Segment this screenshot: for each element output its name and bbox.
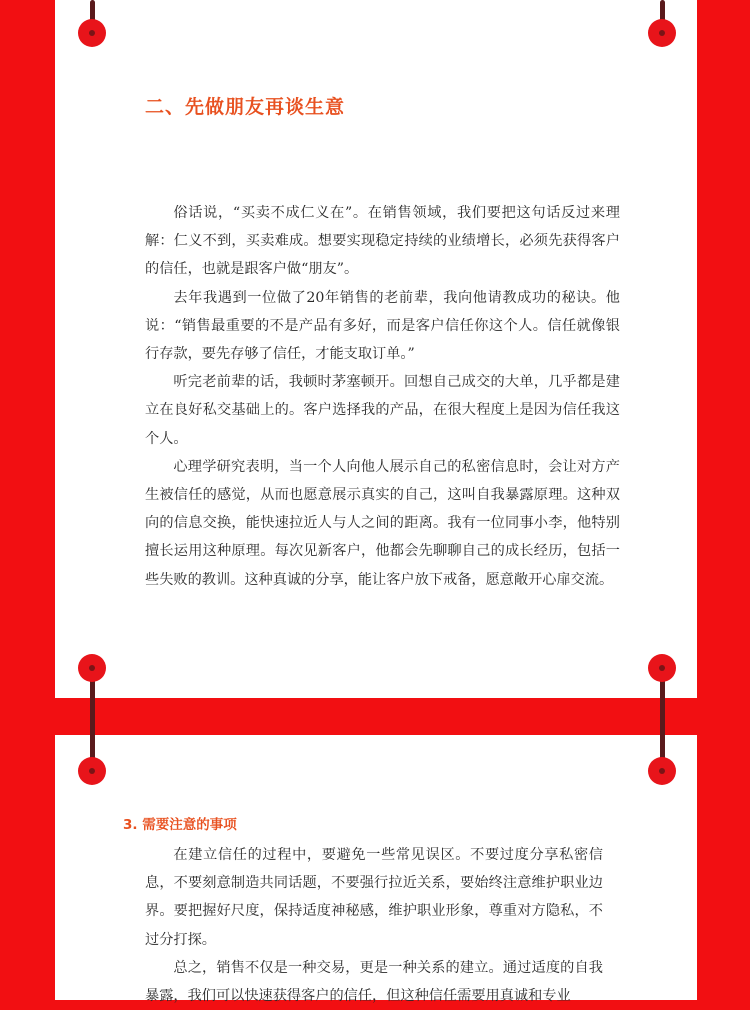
subsection-heading: 3. 需要注意的事项 [123,817,237,833]
binder-rod-mid-right [660,668,665,771]
paragraph: 去年我遇到一位做了20年销售的老前辈，我向他请教成功的秘诀。他说：“销售最重要的不是产品有多好，而是客户信任你这个人。信任就像银行存款，要先存够了信任，才能支取订单。” [145,289,620,363]
subsection-body [145,841,603,1010]
paragraph: 听完老前辈的话，我顿时茅塞顿开。回想自己成交的大单，几乎都是建立在良好私交基础上的。客户选择我的产品，在很大程度上是因为信任我这个人。 [145,374,620,447]
binder-ring-mid-left-upper [78,654,106,682]
binder-ring-mid-left-lower [78,757,106,785]
page-card-top [55,0,697,698]
section-body [145,199,620,594]
binder-rod-mid-left [90,668,95,771]
paragraph: 在建立信任的过程中，要避免一些常见误区。不要过度分享私密信息，不要刻意制造共同话题，不要强行拉近关系，要始终注意维护职业边界。要把握好尺度，保持适度神秘感，维护职业形象，尊重对方隐私，不过分打探。 [145,847,603,948]
binder-ring-top-right [648,19,676,47]
paragraph: 总之，销售不仅是一种交易，更是一种关系的建立。通过适度的自我暴露，我们可以快速获得客户的信任，但这种信任需要用真诚和专业 [145,959,603,1005]
binder-ring-top-left [78,19,106,47]
binder-ring-mid-right-upper [648,654,676,682]
paragraph: 心理学研究表明，当一个人向他人展示自己的私密信息时，会让对方产生被信任的感觉，从而也愿意展示真实的自己，这叫自我暴露原理。这种双向的信息交换，能快速拉近人与人之间的距离。我有一位同事小李，他特别擅长运用这种原理。每次见新客户，他都会先聊聊自己的成长经历，包括一些失败的教训。这种真诚的分享，能让客户放下戒备，愿意敞开心扉交流。 [145,458,620,588]
section-heading: 二、先做朋友再谈生意 [145,96,346,118]
binder-ring-mid-right-lower [648,757,676,785]
paragraph: 俗话说，“买卖不成仁义在”。在销售领域，我们要把这句话反过来理解：仁义不到，买卖难成。想要实现稳定持续的业绩增长，必须先获得客户的信任，也就是跟客户做“朋友”。 [145,205,620,278]
